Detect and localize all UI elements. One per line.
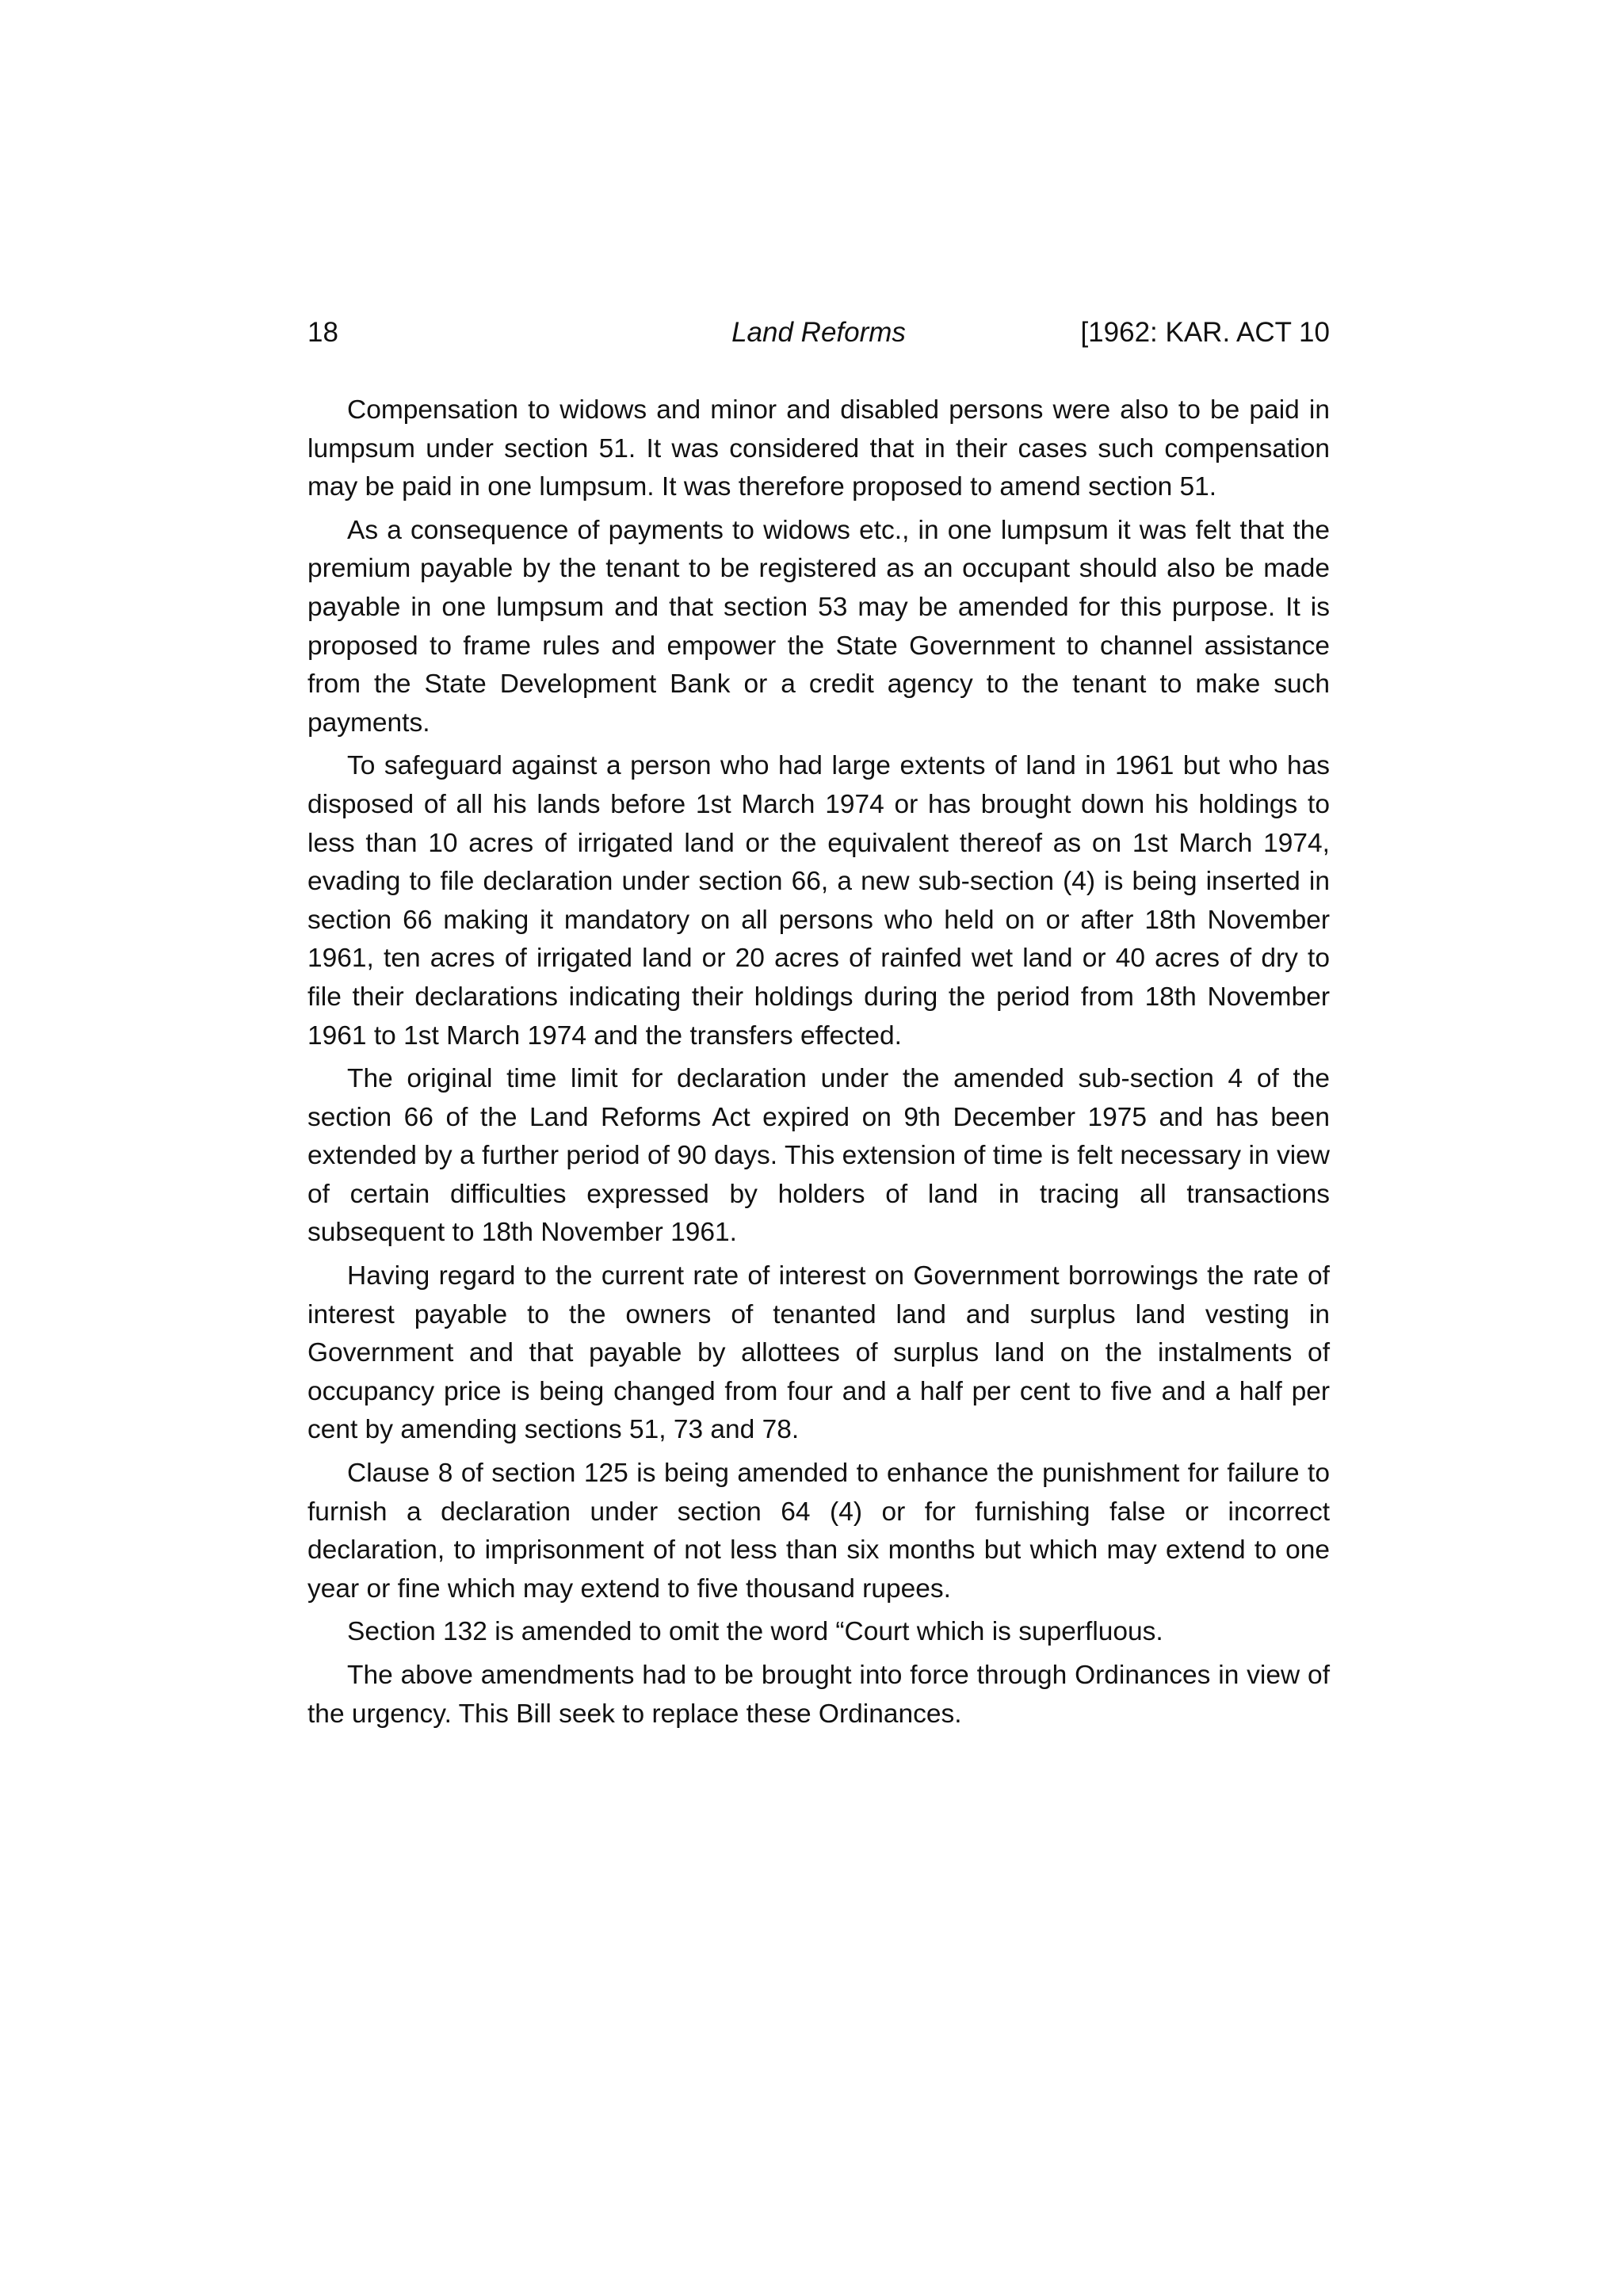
paragraph: Compensation to widows and minor and disabled persons were also to be paid in lumpsum under section 51. It was considered that in their cases such compensation may be paid in one lumpsum. It was therefore proposed to amend section 51.: [307, 395, 1330, 502]
body-text: [307, 391, 1330, 1738]
paragraph: Section 132 is amended to omit the word “Court which is superfluous.: [347, 1617, 1163, 1647]
paragraph: As a consequence of payments to widows etc., in one lumpsum it was felt that the premium payable by the tenant to be registered as an occupant should also be made payable in one lumpsum and that section 53 may be amended for this purpose. It is proposed to frame rules and empower the State Government to channel assistance from the State Development Bank or a credit agency to the tenant to make such payments.: [307, 515, 1330, 738]
paragraph: The above amendments had to be brought into force through Ordinances in view of the urgency. This Bill seek to replace these Ordinances.: [307, 1661, 1330, 1729]
paragraph: Having regard to the current rate of interest on Government borrowings the rate of interest payable to the owners of tenanted land and surplus land vesting in Government and that payable by allottees of surplus land on the instalments of occupancy price is being changed from four and a half per cent to five and a half per cent by amending sections 51, 73 and 78.: [307, 1261, 1330, 1445]
act-reference: [1962: KAR. ACT 10: [1080, 317, 1330, 348]
paragraph: Clause 8 of section 125 is being amended to enhance the punishment for failure to furnish a declaration under section 64 (4) or for furnishing false or incorrect declaration, to imprisonment of not less than six months but which may extend to one year or fine which may extend to five thousand rupees.: [307, 1459, 1330, 1604]
running-title: Land Reforms: [731, 317, 906, 348]
paragraph: To safeguard against a person who had large extents of land in 1961 but who has disposed of all his lands before 1st March 1974 or has brought down his holdings to less than 10 acres of irrigated land or the equivalent thereof as on 1st March 1974, evading to file declaration under section 66, a new sub-section (4) is being inserted in section 66 making it mandatory on all persons who held on or after 18th November 1961, ten acres of irrigated land or 20 acres of rainfed wet land or 40 acres of dry to file their declarations indicating their holdings during the period from 18th November 1961 to 1st March 1974 and the transfers effected.: [307, 751, 1330, 1051]
paragraph: The original time limit for declaration under the amended sub-section 4 of the section 66 of the Land Reforms Act expired on 9th December 1975 and has been extended by a further period of 90 days. This extension of time is felt necessary in view of certain difficulties expressed by holders of land in tracing all transactions subsequent to 18th November 1961.: [307, 1064, 1330, 1248]
page-number: 18: [307, 317, 338, 348]
page-header: [307, 314, 1330, 352]
